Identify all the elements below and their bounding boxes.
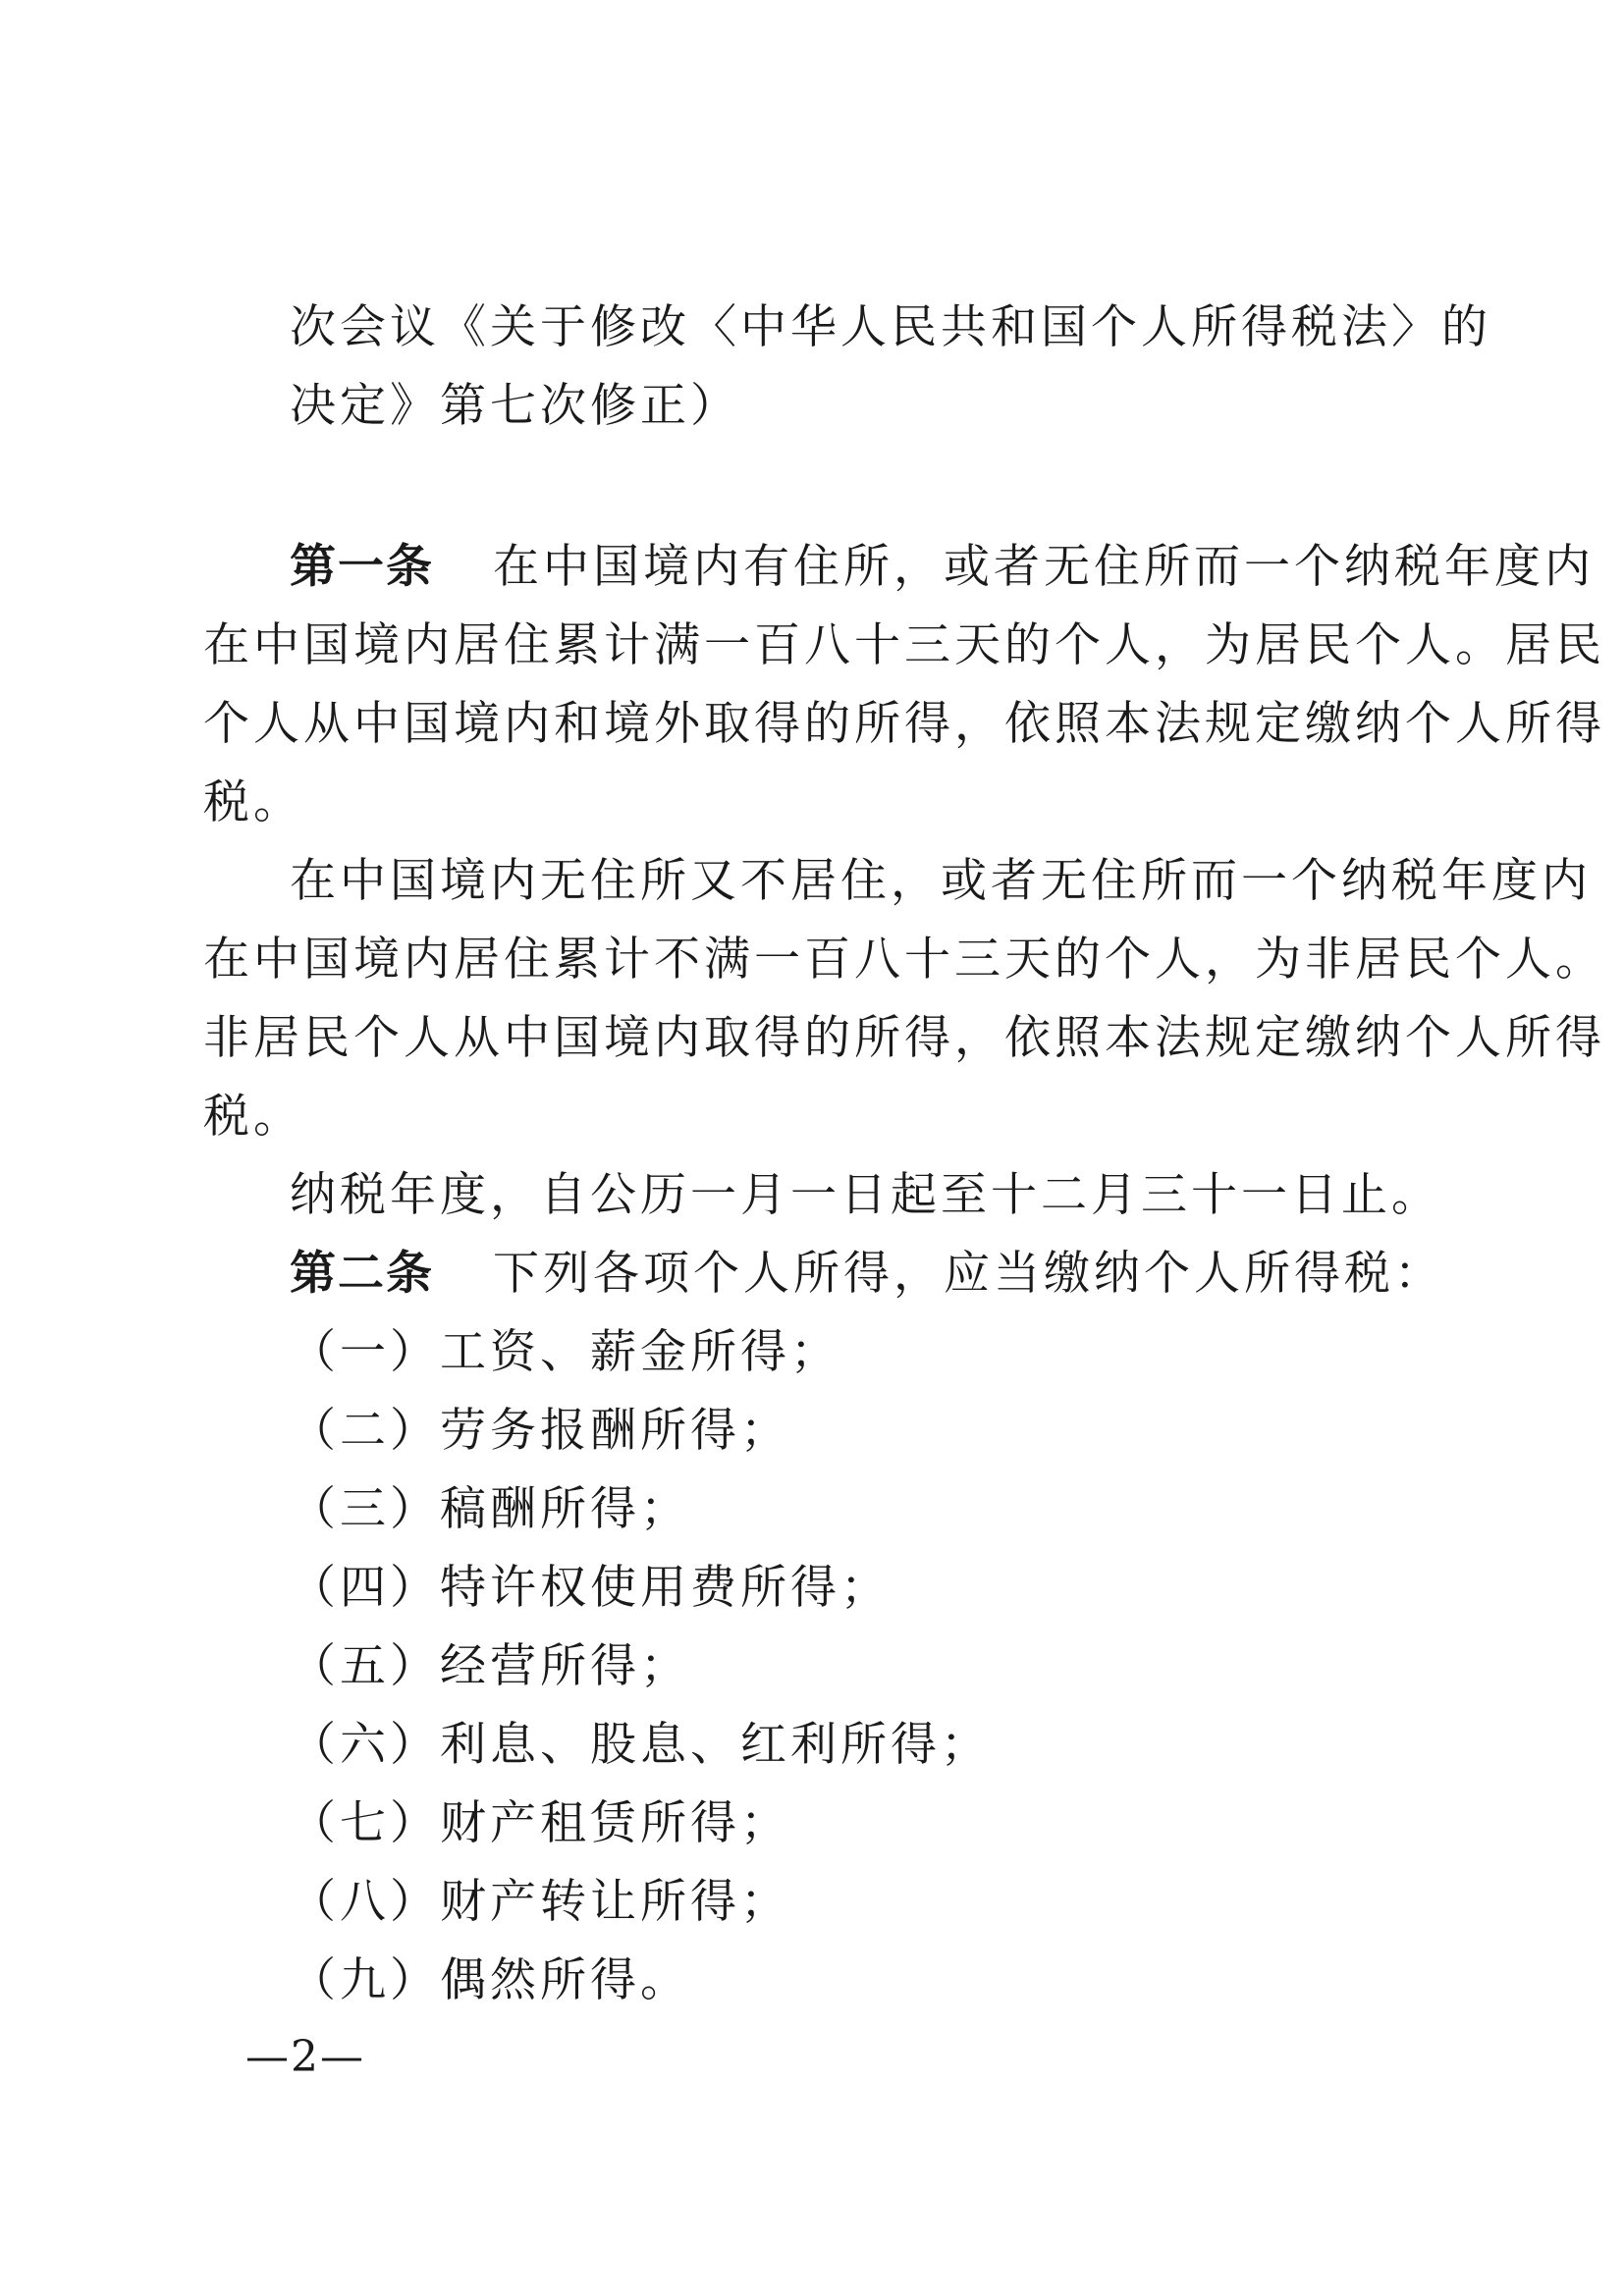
article-1-para2-line-1: 在中国境内无住所又不居住，或者无住所而一个纳税年度内 [290,854,1592,908]
intro-line-1: 次会议《关于修改〈中华人民共和国个人所得税法〉的 [290,300,1491,354]
article-2-item-7: （七）财产租赁所得； [290,1796,790,1850]
article-1-para1-line-3: 个人从中国境内和境外取得的所得，依照本法规定缴纳个人所得 [203,697,1605,751]
article-1-para2-line-4: 税。 [203,1090,303,1144]
article-2-item-9: （九）偶然所得。 [290,1953,690,2007]
page-number: —2— [245,2032,365,2082]
article-2-heading: 第二条 [290,1247,434,1301]
article-1-para2-line-3: 非居民个人从中国境内取得的所得，依照本法规定缴纳个人所得 [203,1011,1605,1065]
article-2-item-8: （八）财产转让所得； [290,1875,790,1929]
article-2-item-3: （三）稿酬所得； [290,1482,690,1536]
article-2-item-2: （二）劳务报酬所得； [290,1404,790,1458]
article-2-item-6: （六）利息、股息、红利所得； [290,1718,991,1772]
article-1-first-line [290,538,1595,597]
article-1-para1-line-1: 在中国境内有住所，或者无住所而一个纳税年度内 [493,540,1595,594]
article-1-para1-line-4: 税。 [203,775,303,829]
article-1-para1-line-2: 在中国境内居住累计满一百八十三天的个人，为居民个人。居民 [203,618,1605,672]
article-2-first-line [290,1245,1444,1304]
article-2-item-4: （四）特许权使用费所得； [290,1561,891,1615]
article-1-para2-line-2: 在中国境内居住累计不满一百八十三天的个人，为非居民个人。 [203,933,1605,987]
article-2-item-1: （一）工资、薪金所得； [290,1325,840,1379]
article-2-intro: 下列各项个人所得，应当缴纳个人所得税： [493,1247,1444,1301]
article-1-para3: 纳税年度，自公历一月一日起至十二月三十一日止。 [290,1168,1441,1222]
intro-line-2: 决定》第七次修正） [290,379,740,433]
article-1-heading: 第一条 [290,540,434,594]
article-2-item-5: （五）经营所得； [290,1639,690,1693]
